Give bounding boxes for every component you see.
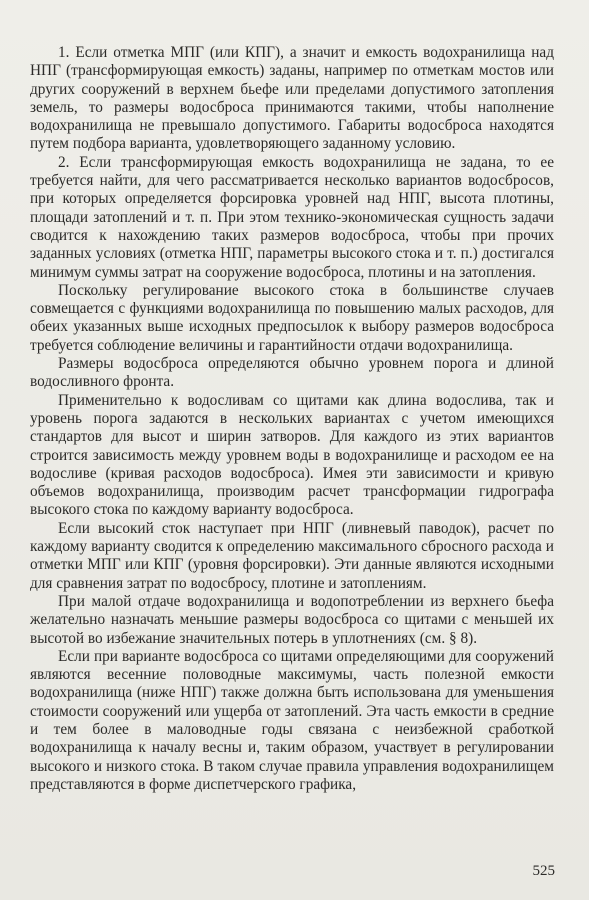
paragraph-7: При малой отдаче водохранилища и водопотреблении из верхнего бьефа желательно назначать меньшие размеры водосброса со щитами с меньшей их высотой во избежание значительных потерь в уплотнениях (см. § 8). [30,592,554,647]
paragraph-5: Применительно к водосливам со щитами как длина водослива, так и уровень порога задаются в нескольких вариантах с учетом имеющихся стандартов для высот и ширин затворов. Для каждого из этих вариантов строится зависимость между уровнем воды в водохранилище и расходом ее на водосливе (кривая расходов водосброса). Имея эти зависимости и кривую объемов водохранилища, производим расчет трансформации гидрографа высокого стока по каждому варианту водосброса. [30,391,554,519]
paragraph-1: 1. Если отметка МПГ (или КПГ), а значит и емкость водохранилища над НПГ (трансформирующая емкость) заданы, например по отметкам мостов или других сооружений в верхнем бьефе или пределами допустимого затопления земель, то размеры водосброса принимаются такими, чтобы наполнение водохранилища не превышало допустимого. Габариты водосброса находятся путем подбора варианта, удовлетворяющего заданному условию. [30,44,554,153]
paragraph-4: Размеры водосброса определяются обычно уровнем порога и длиной водосливного фронта. [30,355,554,391]
paragraph-8: Если при варианте водосброса со щитами определяющими для сооружений являются весенние половодные максимумы, часть полезной емкости водохранилища (ниже НПГ) также должна быть использована для уменьшения стоимости сооружений или ущерба от затоплений. Эта часть емкости в средние и тем более в маловодные годы связана с неизбежной сработкой водохранилища к началу весны и, таким образом, участвует в регулировании высокого и низкого стока. В таком случае правила управления водохранилищем представляются в форме диспетчерского графика, [30,647,554,793]
page-number: 525 [532,863,555,879]
paragraph-3: Поскольку регулирование высокого стока в большинстве случаев совмещается с функциями водохранилища по повышению малых расходов, для обеих указанных выше исходных предпосылок к выбору размеров водосброса требуется соблюдение величины и гарантийности отдачи водохранилища. [30,281,554,354]
paragraph-2: 2. Если трансформирующая емкость водохранилища не задана, то ее требуется найти, для чего рассматривается несколько вариантов водосбросов, при которых определяется форсировка уровней над НПГ, высота плотины, площади затоплений и т. п. При этом технико-экономическая сущность задачи сводится к нахождению таких размеров водосброса, чтобы при прочих заданных условиях (отметка НПГ, параметры высокого стока и т. п.) достигался минимум суммы затрат на сооружение водосброса, плотины и на затопления. [30,153,554,281]
body-text [30,44,554,794]
paragraph-6: Если высокий сток наступает при НПГ (ливневый паводок), расчет по каждому варианту сводится к определению максимального сбросного расхода и отметки МПГ или КПГ (уровня форсировки). Эти данные являются исходными для сравнения затрат по водосбросу, плотине и затоплениям. [30,519,554,592]
